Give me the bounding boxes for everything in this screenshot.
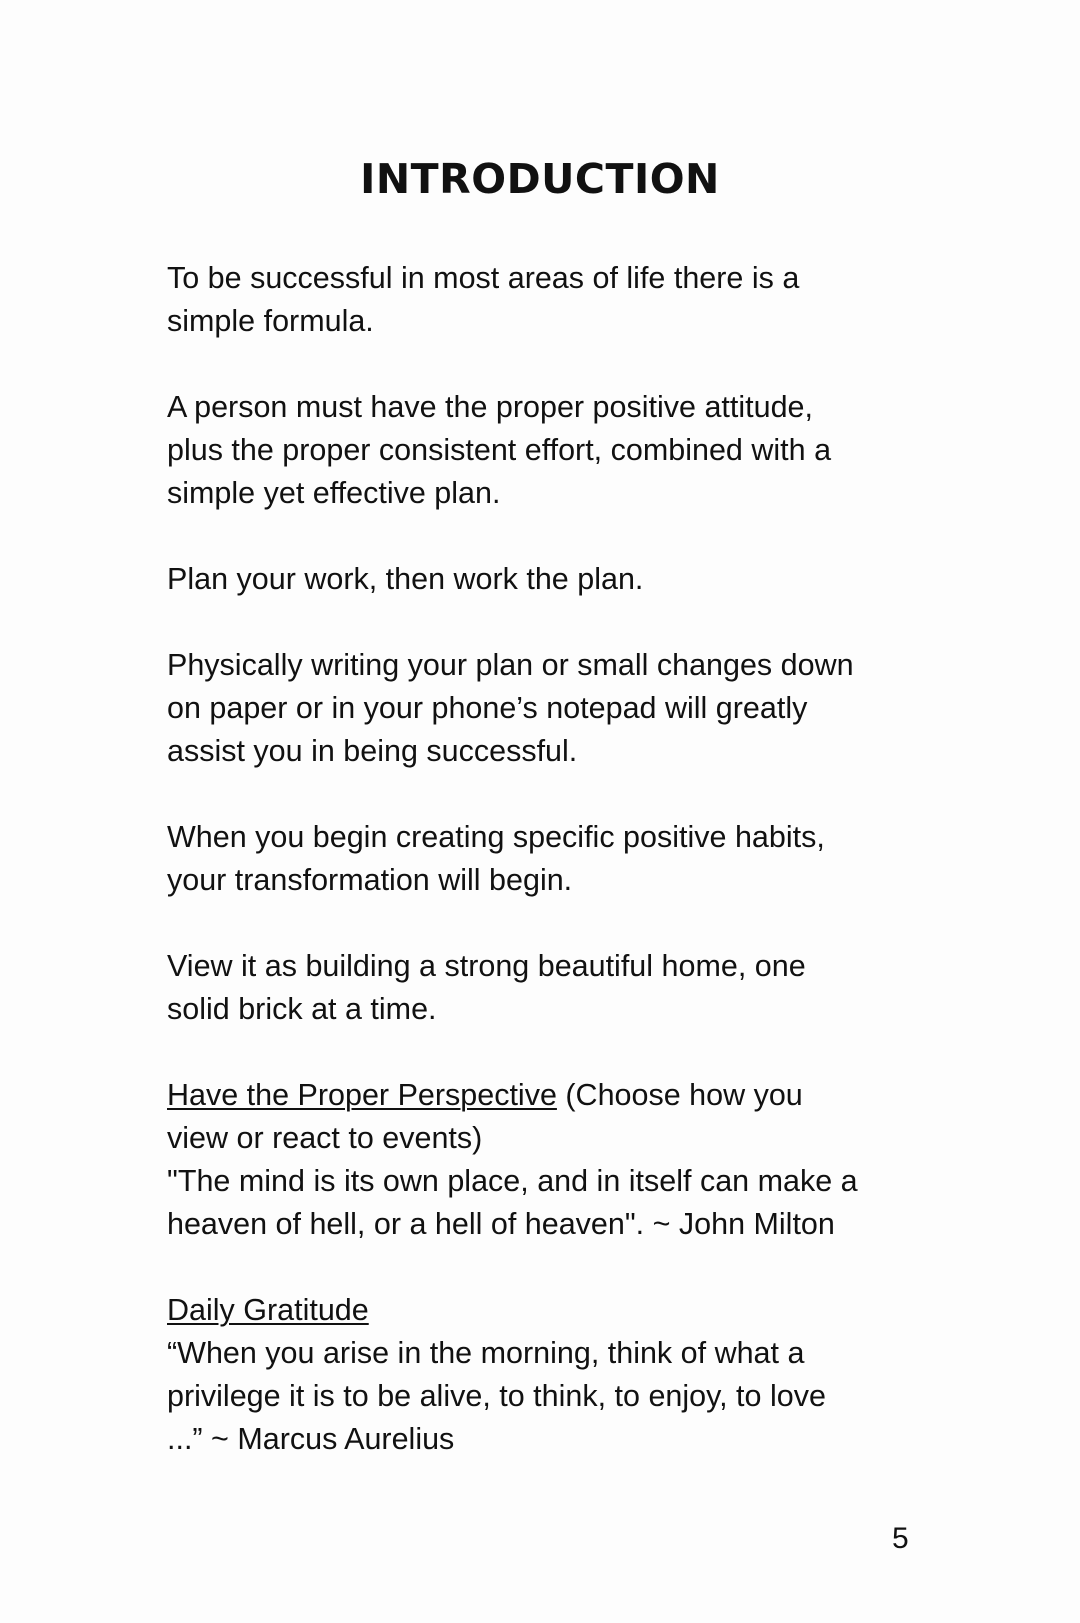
- paragraph-line: on paper or in your phone’s notepad will greatly: [167, 691, 808, 725]
- paragraph-line: When you begin creating specific positive habits,: [167, 820, 825, 854]
- paragraph-line: Plan your work, then work the plan.: [167, 562, 644, 596]
- paragraph-line: your transformation will begin.: [167, 863, 573, 897]
- paragraph-line: simple formula.: [167, 304, 374, 338]
- section-line: view or react to events): [167, 1121, 483, 1155]
- paragraph-6: [167, 945, 927, 1031]
- quote-line: privilege it is to be alive, to think, to enjoy, to love: [167, 1379, 826, 1413]
- paragraph-line: plus the proper consistent effort, combined with a: [167, 433, 832, 467]
- paragraph-line: To be successful in most areas of life there is a: [167, 261, 800, 295]
- paragraph-2: [167, 386, 927, 515]
- quote-line: "The mind is its own place, and in itself can make a: [167, 1164, 858, 1198]
- gratitude-heading: Daily Gratitude: [167, 1293, 369, 1327]
- paragraph-line: A person must have the proper positive attitude,: [167, 390, 813, 424]
- perspective-heading-suffix: (Choose how you: [556, 1078, 803, 1112]
- page-number: 5: [892, 1522, 909, 1555]
- paragraph-line: simple yet effective plan.: [167, 476, 501, 510]
- gratitude-section: [167, 1289, 927, 1461]
- page-body: [167, 257, 927, 1461]
- perspective-section: [167, 1074, 927, 1246]
- quote-line: “When you arise in the morning, think of what a: [167, 1336, 805, 1370]
- paragraph-line: assist you in being successful.: [167, 734, 578, 768]
- quote-line: ...” ~ Marcus Aurelius: [167, 1422, 455, 1456]
- paragraph-5: [167, 816, 927, 902]
- paragraph-4: [167, 644, 927, 773]
- paragraph-1: [167, 257, 927, 343]
- paragraph-3: [167, 558, 927, 601]
- quote-line: heaven of hell, or a hell of heaven". ~ John Milton: [167, 1207, 835, 1241]
- paragraph-line: solid brick at a time.: [167, 992, 437, 1026]
- perspective-heading: Have the Proper Perspective: [167, 1078, 557, 1112]
- paragraph-line: View it as building a strong beautiful home, one: [167, 949, 806, 983]
- page-title: INTRODUCTION: [360, 155, 720, 203]
- paragraph-line: Physically writing your plan or small changes down: [167, 648, 854, 682]
